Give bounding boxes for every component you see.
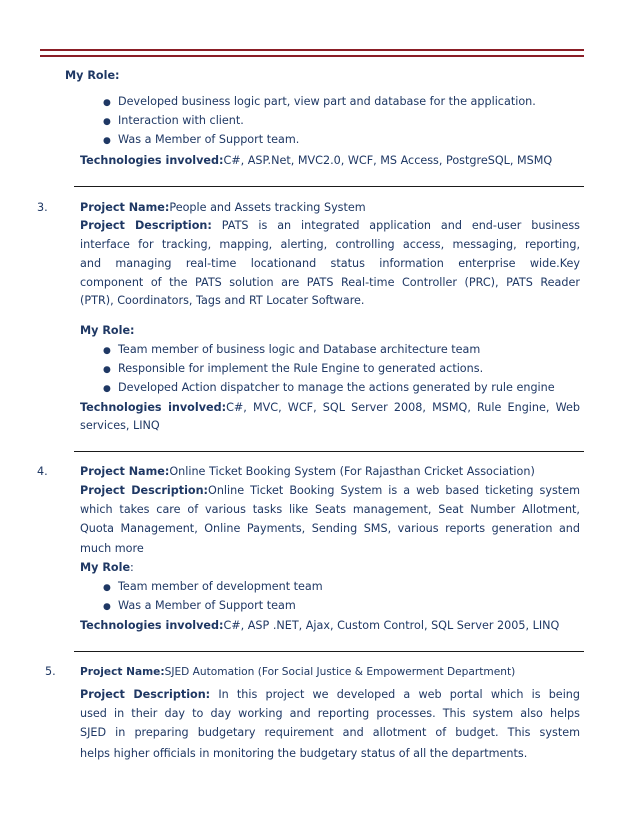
project-description-line: much more [80, 542, 144, 555]
bullet-icon: ● [103, 602, 111, 612]
project-description-line: and managing real-time locationand status information enterprise wide.Key [80, 257, 580, 270]
project-description-text: PATS is an integrated application and end-user business [221, 219, 580, 232]
project-number: 5. [45, 665, 56, 678]
bullet-icon: ● [103, 117, 111, 127]
project-description-line: Quota Management, Online Payments, Sending SMS, various reports generation and [80, 522, 580, 535]
bullet-icon: ● [103, 365, 111, 375]
project-description-text: In this project we developed a web portal which is being [218, 688, 580, 701]
project-number: 4. [37, 465, 48, 478]
header-rule-top [40, 49, 584, 51]
role-item: Team member of development team [118, 580, 323, 593]
project-description-line: interface for tracking, mapping, alerting, controlling access, messaging, reporting, [80, 238, 580, 251]
project-name-label: Project Name: [80, 465, 170, 478]
role-label: My Role: [65, 69, 120, 82]
project-description-line [80, 481, 580, 500]
project-description-line: (PTR), Coordinators, Tags and RT Locater Software. [80, 294, 365, 307]
role-item: Was a Member of Support team [118, 599, 296, 612]
project-name-value: SJED Automation (For Social Justice & Empowerment Department) [164, 666, 516, 678]
project-name-label: Project Name: [80, 201, 170, 214]
project-description-label: Project Description: [80, 484, 209, 497]
project-description-line: SJED in preparing budgetary requirement and allotment of budget. This system [80, 726, 580, 739]
tech-label: Technologies involved: [80, 154, 224, 167]
role-item: Was a Member of Support team. [118, 133, 300, 146]
section-divider [74, 186, 584, 187]
role-label-colon: : [130, 561, 134, 574]
project-description-line [80, 216, 580, 235]
bullet-icon: ● [103, 583, 111, 593]
section-divider [74, 651, 584, 652]
tech-label: Technologies involved: [80, 619, 224, 632]
technologies-line [80, 619, 559, 633]
bullet-icon: ● [103, 136, 111, 146]
tech-value: C#, ASP .NET, Ajax, Custom Control, SQL Server 2005, LINQ [223, 619, 560, 632]
section-divider [74, 451, 584, 452]
technologies-line: services, LINQ [80, 419, 160, 432]
project-description-label: Project Description: [80, 688, 211, 701]
project-number: 3. [37, 201, 48, 214]
project-description-label: Project Description: [80, 219, 212, 232]
role-item: Interaction with client. [118, 114, 244, 127]
technologies-line [80, 154, 552, 168]
role-label-text: My Role [80, 561, 131, 574]
project-name-value: Online Ticket Booking System (For Rajasthan Cricket Association) [169, 465, 535, 478]
tech-label: Technologies involved: [80, 401, 227, 414]
role-label [80, 561, 134, 575]
project-name-value: People and Assets tracking System [169, 201, 366, 214]
bullet-icon: ● [103, 384, 111, 394]
role-label: My Role: [80, 324, 135, 337]
technologies-line [80, 398, 580, 417]
tech-value: C#, MVC, WCF, SQL Server 2008, MSMQ, Rule Engine, Web [226, 401, 580, 414]
project-name-line [80, 465, 535, 479]
tech-value: C#, ASP.Net, MVC2.0, WCF, MS Access, PostgreSQL, MSMQ [223, 154, 553, 167]
header-rule-bottom [40, 55, 584, 57]
role-item: Team member of business logic and Database architecture team [118, 343, 481, 356]
project-description-line: used in their day to day working and reporting processes. This system also helps [80, 707, 580, 720]
project-name-line [80, 201, 366, 215]
project-description-line: helps higher officials in monitoring the budgetary status of all the departments. [80, 747, 528, 760]
project-description-line [80, 685, 580, 704]
project-name-label: Project Name: [80, 666, 165, 678]
project-description-line: component of the PATS solution are PATS Real-time Controller (PRC), PATS Reader [80, 276, 580, 289]
project-description-text: Online Ticket Booking System is a web based ticketing system [208, 484, 580, 497]
project-description-line: which takes care of various tasks like Seats management, Seat Number Allotment, [80, 503, 580, 516]
role-item: Responsible for implement the Rule Engine to generated actions. [118, 362, 484, 375]
role-item: Developed Action dispatcher to manage the actions generated by rule engine [118, 381, 555, 394]
bullet-icon: ● [103, 98, 111, 108]
bullet-icon: ● [103, 346, 111, 356]
role-item: Developed business logic part, view part and database for the application. [118, 95, 536, 108]
project-name-line [80, 665, 515, 679]
